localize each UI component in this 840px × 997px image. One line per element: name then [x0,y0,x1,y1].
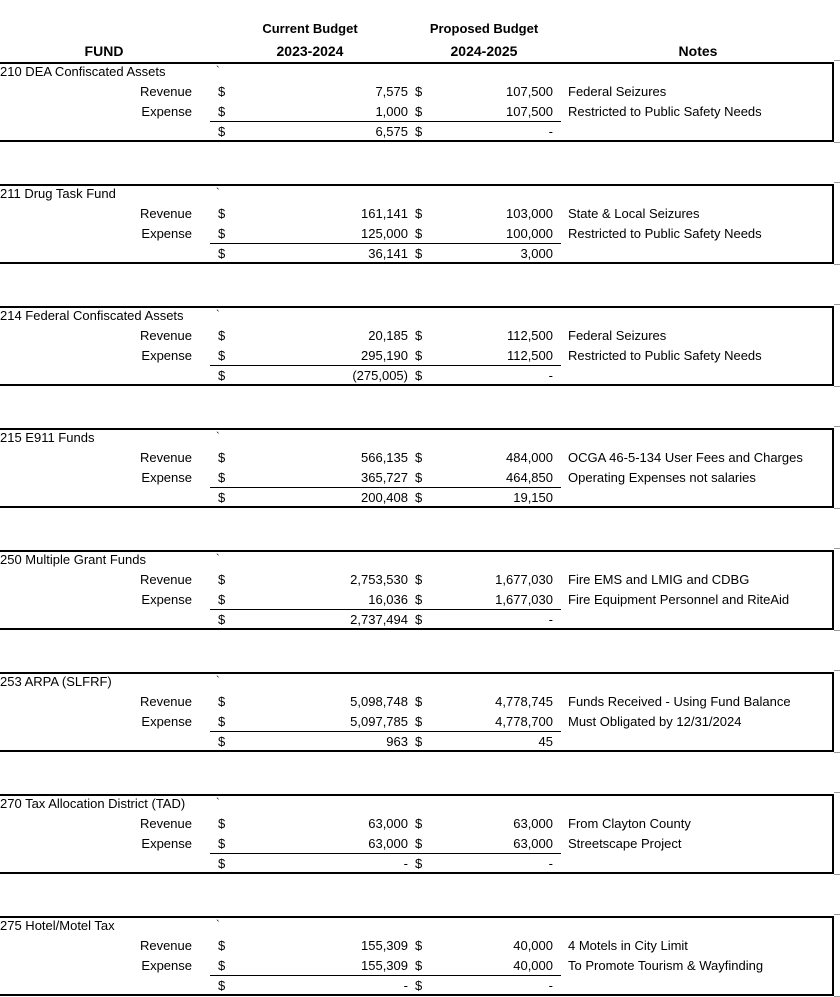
fund-name: 253 ARPA (SLFRF) [0,674,112,689]
tick-mark: ` [216,65,220,77]
revenue-proposed-budget: 112,500 [506,328,553,343]
dollar-sign: $ [415,246,423,261]
dollar-sign: $ [415,124,423,139]
dollar-sign: $ [415,816,423,831]
dollar-sign: $ [415,734,423,749]
subtotal-rule [210,121,561,122]
revenue-proposed-budget: 107,500 [506,84,553,99]
revenue-proposed-budget: 63,000 [513,816,553,831]
fund-name: 211 Drug Task Fund [0,186,116,201]
tick-mark: ` [216,919,220,931]
dollar-sign: $ [218,104,226,119]
net-proposed-budget: - [548,856,553,871]
revenue-proposed-budget: 40,000 [513,938,553,953]
cell-divider [834,508,840,509]
dollar-sign: $ [218,734,226,749]
dollar-sign: $ [218,938,226,953]
revenue-note: Fire EMS and LMIG and CDBG [568,572,750,587]
expense-label: Expense [141,958,192,973]
cell-divider [834,914,840,915]
tick-mark: ` [216,797,220,809]
cell-divider [834,304,840,305]
expense-label: Expense [141,348,192,363]
dollar-sign: $ [218,978,226,993]
net-current-budget: 963 [386,734,408,749]
tick-mark: ` [216,675,220,687]
fund-name: 270 Tax Allocation District (TAD) [0,796,186,811]
dollar-sign: $ [218,226,226,241]
dollar-sign: $ [415,104,423,119]
expense-note: Restricted to Public Safety Needs [568,226,762,241]
dollar-sign: $ [218,470,226,485]
expense-proposed-budget: 100,000 [506,226,553,241]
dollar-sign: $ [415,206,423,221]
fund-name: 214 Federal Confiscated Assets [0,308,184,323]
dollar-sign: $ [218,612,226,627]
cell-divider [834,182,840,183]
expense-label: Expense [141,714,192,729]
expense-current-budget: 63,000 [368,836,408,851]
revenue-current-budget: 63,000 [368,816,408,831]
subtotal-rule [210,731,561,732]
expense-label: Expense [141,104,192,119]
fund-name: 250 Multiple Grant Funds [0,552,146,567]
expense-note: To Promote Tourism & Wayfinding [568,958,764,973]
notes-header: Notes [678,43,718,59]
dollar-sign: $ [415,368,423,383]
dollar-sign: $ [415,612,423,627]
revenue-label: Revenue [139,572,192,587]
dollar-sign: $ [218,856,226,871]
revenue-current-budget: 2,753,530 [350,572,408,587]
dollar-sign: $ [415,328,423,343]
dollar-sign: $ [218,246,226,261]
revenue-current-budget: 5,098,748 [350,694,408,709]
revenue-current-budget: 566,135 [361,450,408,465]
expense-current-budget: 155,309 [361,958,408,973]
subtotal-rule [210,243,561,244]
cell-divider [834,548,840,549]
expense-current-budget: 295,190 [361,348,408,363]
expense-proposed-budget: 4,778,700 [495,714,553,729]
tick-mark: ` [216,553,220,565]
dollar-sign: $ [415,938,423,953]
cell-divider [834,670,840,671]
revenue-label: Revenue [139,694,192,709]
dollar-sign: $ [415,714,423,729]
dollar-sign: $ [415,958,423,973]
expense-note: Streetscape Project [568,836,682,851]
dollar-sign: $ [218,368,226,383]
current-budget-header-line2: 2023-2024 [276,43,344,59]
cell-divider [834,874,840,875]
dollar-sign: $ [415,226,423,241]
dollar-sign: $ [218,572,226,587]
expense-current-budget: 5,097,785 [350,714,408,729]
subtotal-rule [210,975,561,976]
net-proposed-budget: 19,150 [513,490,553,505]
subtotal-rule [210,853,561,854]
revenue-note: Federal Seizures [568,328,667,343]
net-proposed-budget: - [548,612,553,627]
net-current-budget: 2,737,494 [350,612,408,627]
net-proposed-budget: - [548,368,553,383]
revenue-proposed-budget: 1,677,030 [495,572,553,587]
expense-note: Must Obligated by 12/31/2024 [568,714,742,729]
revenue-label: Revenue [139,938,192,953]
net-current-budget: 36,141 [368,246,408,261]
expense-proposed-budget: 1,677,030 [495,592,553,607]
net-current-budget: (275,005) [352,368,408,383]
expense-current-budget: 16,036 [368,592,408,607]
net-current-budget: 200,408 [361,490,408,505]
revenue-note: Federal Seizures [568,84,667,99]
expense-label: Expense [141,592,192,607]
dollar-sign: $ [415,572,423,587]
expense-proposed-budget: 464,850 [506,470,553,485]
revenue-note: OCGA 46-5-134 User Fees and Charges [568,450,803,465]
dollar-sign: $ [218,816,226,831]
dollar-sign: $ [218,348,226,363]
cell-divider [834,630,840,631]
dollar-sign: $ [415,592,423,607]
dollar-sign: $ [415,450,423,465]
dollar-sign: $ [415,490,423,505]
tick-mark: ` [216,431,220,443]
revenue-current-budget: 7,575 [375,84,408,99]
cell-divider [834,752,840,753]
dollar-sign: $ [218,694,226,709]
cell-divider [834,142,840,143]
expense-proposed-budget: 40,000 [513,958,553,973]
expense-label: Expense [141,470,192,485]
subtotal-rule [210,609,561,610]
expense-label: Expense [141,836,192,851]
expense-note: Restricted to Public Safety Needs [568,104,762,119]
net-current-budget: 6,575 [375,124,408,139]
net-proposed-budget: 3,000 [520,246,553,261]
expense-proposed-budget: 63,000 [513,836,553,851]
net-proposed-budget: 45 [538,734,553,749]
net-current-budget: - [403,856,408,871]
tick-mark: ` [216,309,220,321]
dollar-sign: $ [415,348,423,363]
revenue-current-budget: 161,141 [361,206,408,221]
dollar-sign: $ [218,450,226,465]
expense-proposed-budget: 107,500 [506,104,553,119]
revenue-label: Revenue [139,206,192,221]
current-budget-header-line1: Current Budget [262,21,358,36]
net-current-budget: - [403,978,408,993]
revenue-note: Funds Received - Using Fund Balance [568,694,791,709]
expense-current-budget: 125,000 [361,226,408,241]
revenue-label: Revenue [139,328,192,343]
revenue-proposed-budget: 103,000 [506,206,553,221]
expense-note: Restricted to Public Safety Needs [568,348,762,363]
tick-mark: ` [216,187,220,199]
dollar-sign: $ [218,328,226,343]
dollar-sign: $ [218,592,226,607]
revenue-proposed-budget: 484,000 [506,450,553,465]
fund-name: 210 DEA Confiscated Assets [0,64,166,79]
dollar-sign: $ [415,836,423,851]
cell-divider [834,386,840,387]
fund-name: 215 E911 Funds [0,430,95,445]
revenue-note: From Clayton County [568,816,691,831]
dollar-sign: $ [415,694,423,709]
cell-divider [834,60,840,61]
revenue-current-budget: 20,185 [368,328,408,343]
dollar-sign: $ [218,836,226,851]
dollar-sign: $ [415,978,423,993]
dollar-sign: $ [218,124,226,139]
subtotal-rule [210,365,561,366]
dollar-sign: $ [218,958,226,973]
dollar-sign: $ [218,206,226,221]
dollar-sign: $ [415,470,423,485]
expense-proposed-budget: 112,500 [506,348,553,363]
revenue-current-budget: 155,309 [361,938,408,953]
proposed-budget-header-line2: 2024-2025 [450,43,518,59]
expense-current-budget: 365,727 [361,470,408,485]
revenue-note: 4 Motels in City Limit [568,938,688,953]
expense-current-budget: 1,000 [375,104,408,119]
fund-header: FUND [84,43,124,59]
dollar-sign: $ [218,84,226,99]
dollar-sign: $ [415,856,423,871]
cell-divider [834,264,840,265]
revenue-note: State & Local Seizures [568,206,700,221]
revenue-proposed-budget: 4,778,745 [495,694,553,709]
revenue-label: Revenue [139,450,192,465]
net-proposed-budget: - [548,978,553,993]
dollar-sign: $ [415,84,423,99]
expense-label: Expense [141,226,192,241]
revenue-label: Revenue [139,84,192,99]
revenue-label: Revenue [139,816,192,831]
cell-divider [834,792,840,793]
dollar-sign: $ [218,714,226,729]
net-proposed-budget: - [548,124,553,139]
subtotal-rule [210,487,561,488]
proposed-budget-header-line1: Proposed Budget [429,21,539,36]
cell-divider [834,426,840,427]
expense-note: Operating Expenses not salaries [568,470,756,485]
fund-name: 275 Hotel/Motel Tax [0,918,115,933]
expense-note: Fire Equipment Personnel and RiteAid [568,592,790,607]
dollar-sign: $ [218,490,226,505]
